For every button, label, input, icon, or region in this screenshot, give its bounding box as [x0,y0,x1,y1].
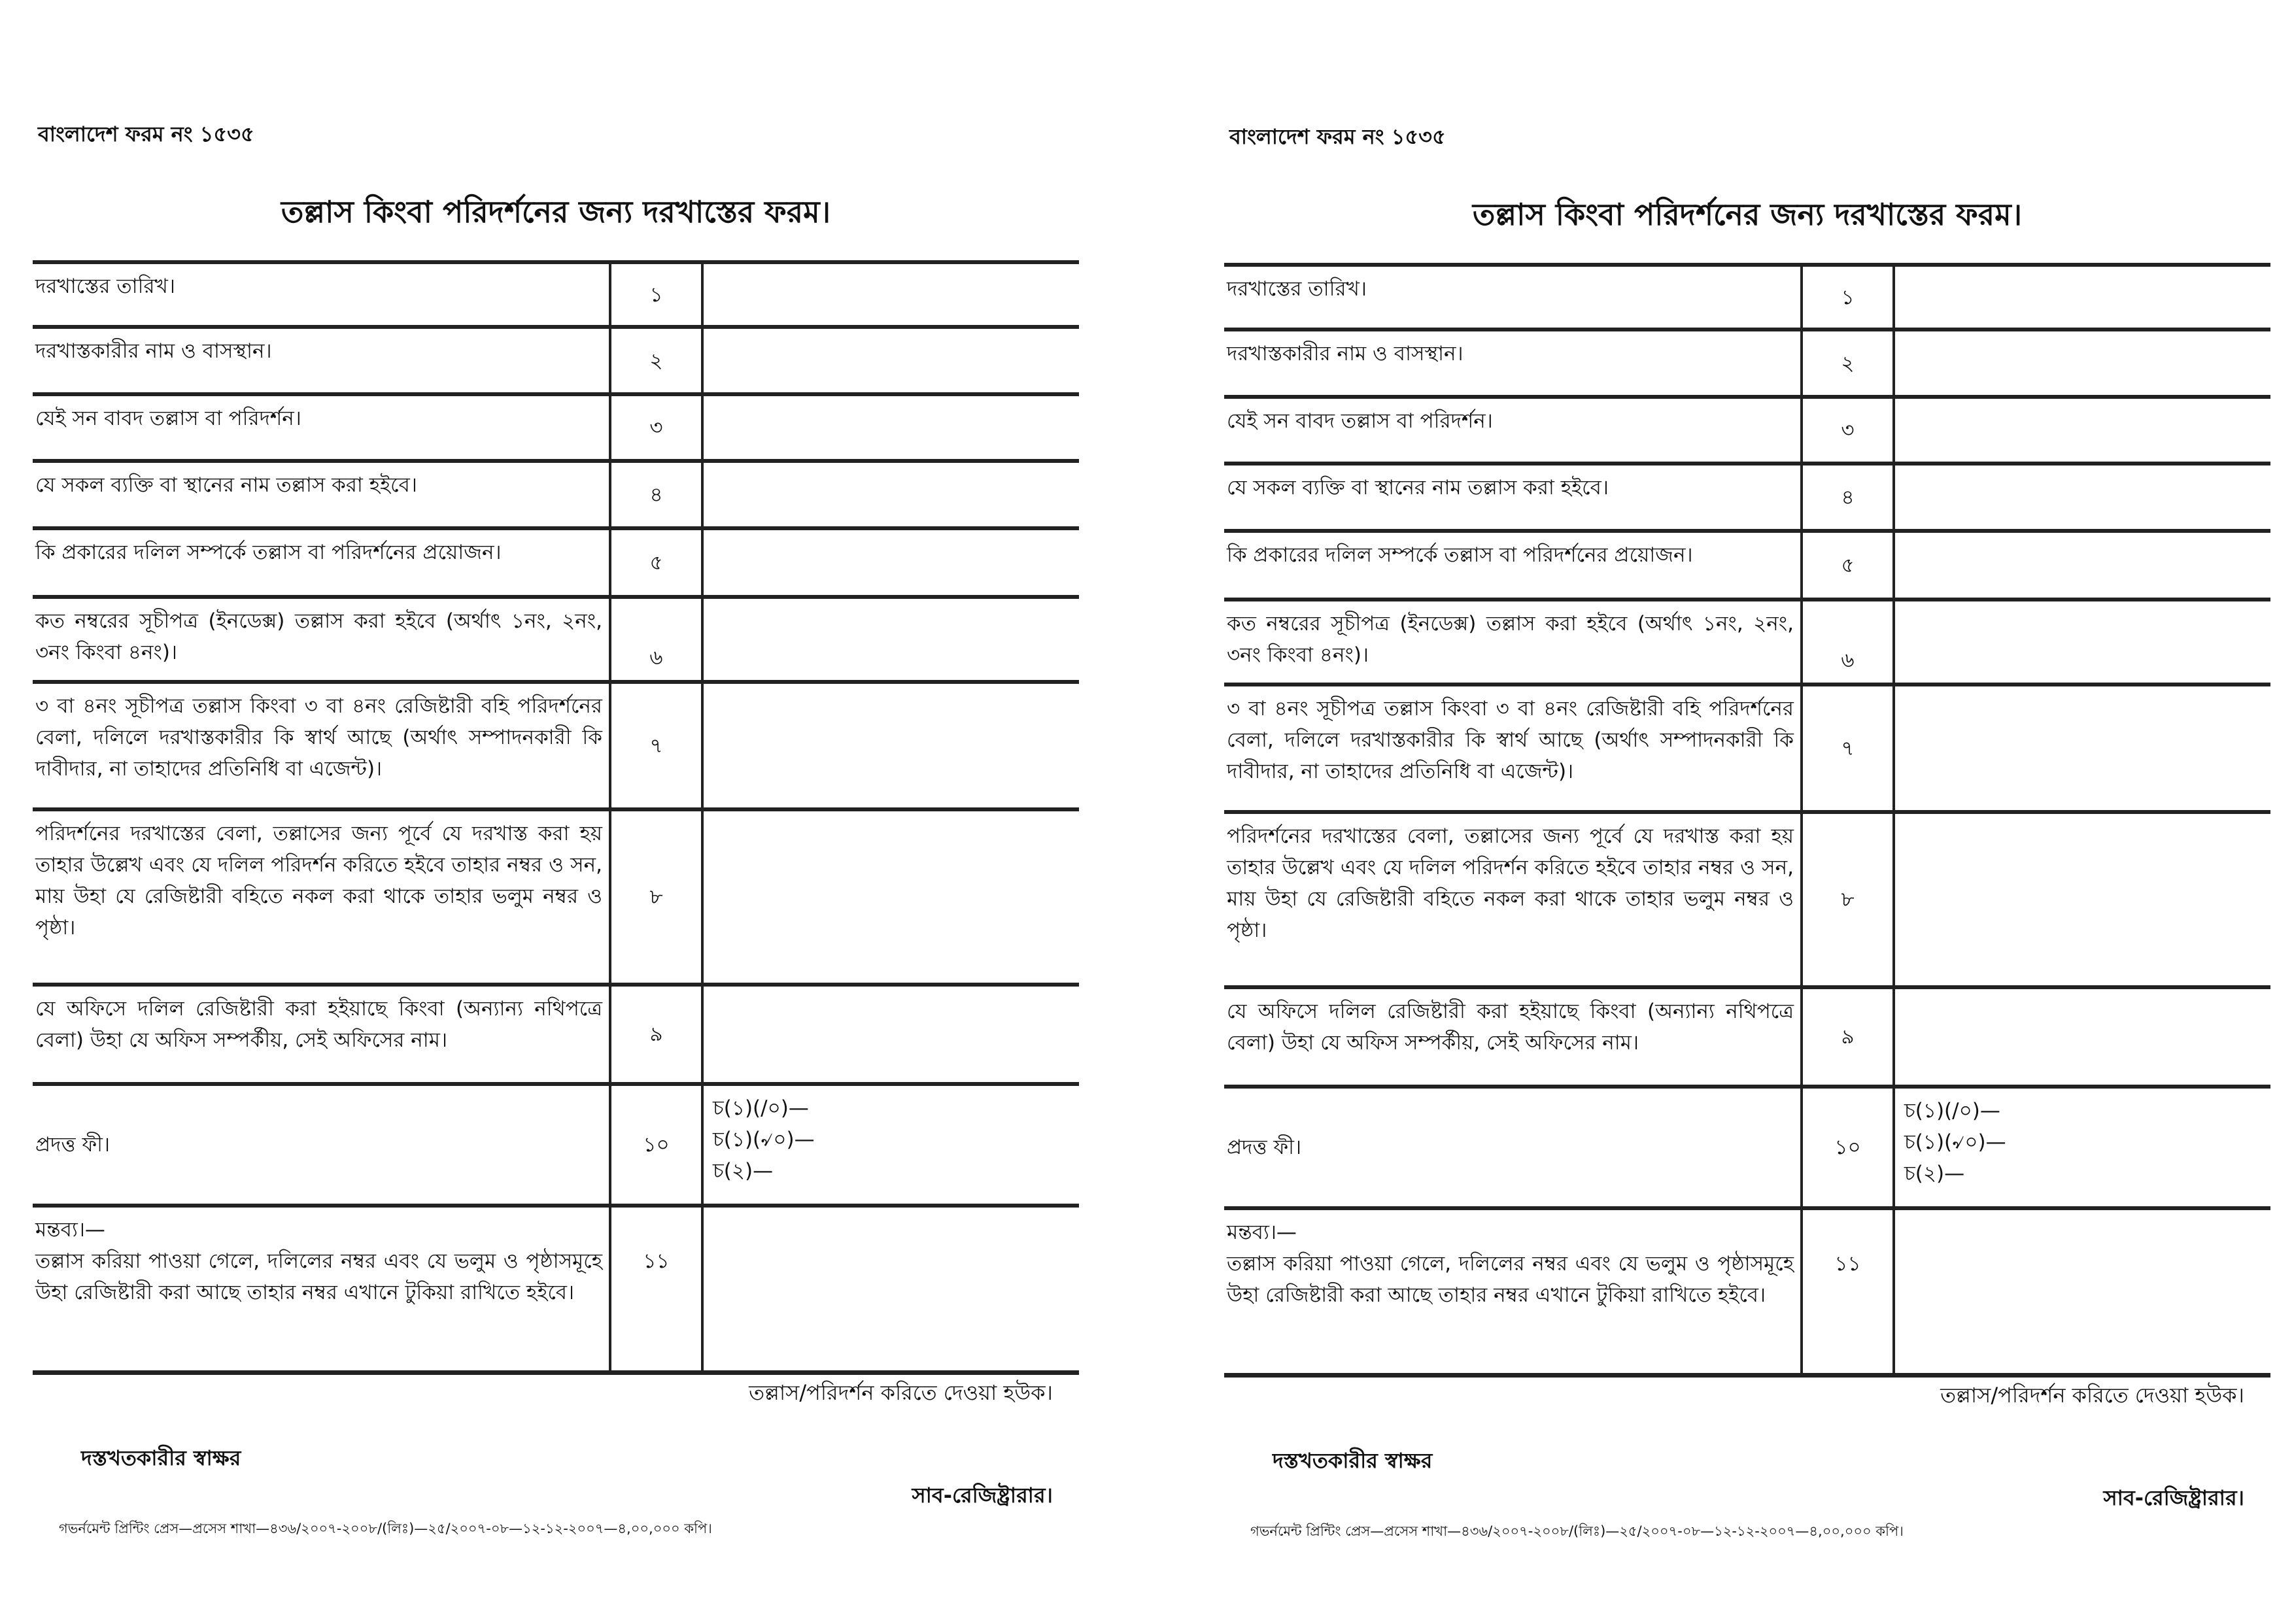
fee-line: চ(১)(৵০)— [713,1128,815,1151]
row-label-text: তল্লাস করিয়া পাওয়া গেলে, দলিলের নম্বর এবং যে ভলুম ও পৃষ্ঠাসমূহে উহা রেজিষ্টারী করা আছে তাহার নম্বর এখানে টুকিয়া রাখিতে হইবে। [1227,1252,1794,1307]
row-entry-field[interactable] [702,597,1079,682]
table-row [1224,265,2270,330]
row-label-text: দরখাস্তের তারিখ। [1227,277,1367,301]
row-number: ১ [610,262,702,327]
row-label-text: ৩ বা ৪নং সূচীপত্র তল্লাস কিংবা ৩ বা ৪নং রেজিষ্টারী বহি পরিদর্শনের বেলা, দলিলে দরখাস্তকারীর কি স্বার্থ আছে (অর্থাৎ সম্পাদনকারী কি দাবীদার, না তাহাদের প্রতিনিধি বা এজেন্ট)। [35,694,602,781]
row-label-text: যেই সন বাবদ তল্লাস বা পরিদর্শন। [1227,409,1493,433]
row-entry-field[interactable] [1894,531,2270,600]
row-label-text: দরখাস্তের তারিখ। [35,275,175,298]
row-label [33,394,610,461]
row-label [1224,464,1802,531]
printer-footer: গভর্নমেন্ট প্রিন্টিং প্রেস—প্রসেস শাখা—৪৩৬/২০০৭-২০০৮/(লিঃ)—২৫/২০০৭-০৮—১২-১২-২০০৭—৪,০০,০০০ কপি। [59,1521,712,1536]
row-entry-field[interactable] [702,528,1079,597]
table-row [1224,1208,2270,1375]
row-number: ৩ [1802,397,1894,464]
row-entry-field[interactable] [702,1206,1079,1372]
row-number: ৭ [1802,685,1894,812]
row-label [33,1084,610,1206]
row-entry-field[interactable] [1894,265,2270,330]
table-row [1224,397,2270,464]
table-row [1224,812,2270,987]
row-entry-field[interactable] [702,461,1079,528]
row-entry-field[interactable] [1894,812,2270,987]
row-entry-field[interactable] [702,985,1079,1084]
row-number: ২ [1802,330,1894,397]
table-row [33,809,1079,985]
row-label [1224,987,1802,1087]
remarks-heading: মন্তব্য।— [1227,1221,1297,1244]
row-label [1224,397,1802,464]
remarks-heading: মন্তব্য।— [35,1218,105,1242]
row-number: ২ [610,327,702,394]
fee-line: চ(২)— [713,1159,774,1183]
table-row [1224,531,2270,600]
row-entry-field[interactable] [1894,685,2270,812]
row-label [33,682,610,809]
row-entry-field[interactable] [702,809,1079,985]
row-label [1224,685,1802,812]
row-number: ১০ [610,1084,702,1206]
row-label [1224,531,1802,600]
row-label-text: যে অফিসে দলিল রেজিষ্টারী করা হইয়াছে কিংবা (অন্যান্য নথিপত্রে বেলা) উহা যে অফিস সম্পর্কীয়, সেই অফিসের নাম। [1227,1000,1794,1055]
table-row [1224,600,2270,685]
row-label [33,1206,610,1372]
row-label-text: তল্লাস করিয়া পাওয়া গেলে, দলিলের নম্বর এবং যে ভলুম ও পৃষ্ঠাসমূহে উহা রেজিষ্টারী করা আছে তাহার নম্বর এখানে টুকিয়া রাখিতে হইবে। [35,1249,602,1304]
form-title: তল্লাস কিংবা পরিদর্শনের জন্য দরখাস্তের ফরম। [281,194,831,229]
fee-line: চ(১)(৵০)— [1904,1130,2006,1154]
signer-signature-label: দস্তখতকারীর স্বাক্ষর [81,1446,241,1470]
row-number: ১১ [610,1206,702,1372]
row-number: ১১ [1802,1208,1894,1375]
fee-line: চ(১)(/০)— [1904,1099,2000,1123]
row-label [33,327,610,394]
row-label-text: প্রদত্ত ফী। [35,1133,111,1157]
table-row [1224,1087,2270,1208]
row-label-text: যে সকল ব্যক্তি বা স্থানের নাম তল্লাস করা হইবে। [35,473,417,497]
row-entry-field[interactable] [702,394,1079,461]
row-label [1224,265,1802,330]
row-label [1224,330,1802,397]
permission-text: তল্লাস/পরিদর্শন করিতে দেওয়া হউক। [749,1380,1053,1405]
table-row [33,1084,1079,1206]
row-label [33,985,610,1084]
table-row [33,528,1079,597]
row-label-text: কত নম্বরের সূচীপত্র (ইনডেক্স) তল্লাস করা হইবে (অর্থাৎ ১নং, ২নং, ৩নং কিংবা ৪নং)। [1227,612,1794,667]
table-row [33,985,1079,1084]
row-number: ৪ [610,461,702,528]
row-label-text: যে অফিসে দলিল রেজিষ্টারী করা হইয়াছে কিংবা (অন্যান্য নথিপত্রে বেলা) উহা যে অফিস সম্পর্কীয়, সেই অফিসের নাম। [35,997,602,1052]
row-label [33,528,610,597]
row-number: ৫ [1802,531,1894,600]
row-number: ৫ [610,528,702,597]
row-number: ৬ [610,597,702,682]
row-entry-field[interactable] [1894,1208,2270,1375]
row-number: ৯ [610,985,702,1084]
row-label [1224,1208,1802,1375]
permission-text: তল্লাস/পরিদর্শন করিতে দেওয়া হউক। [1940,1383,2244,1408]
row-entry-field[interactable] [1894,464,2270,531]
row-number: ১ [1802,265,1894,330]
row-label-text: কি প্রকারের দলিল সম্পর্কে তল্লাস বা পরিদর্শনের প্রয়োজন। [35,541,502,564]
row-number: ৮ [1802,812,1894,987]
row-entry-field[interactable] [702,1084,1079,1206]
signer-signature-label: দস্তখতকারীর স্বাক্ষর [1273,1448,1433,1473]
row-label [33,809,610,985]
row-label-text: কত নম্বরের সূচীপত্র (ইনডেক্স) তল্লাস করা হইবে (অর্থাৎ ১নং, ২নং, ৩নং কিংবা ৪নং)। [35,609,602,664]
row-entry-field[interactable] [702,262,1079,327]
table-row [1224,987,2270,1087]
row-label-text: ৩ বা ৪নং সূচীপত্র তল্লাস কিংবা ৩ বা ৪নং রেজিষ্টারী বহি পরিদর্শনের বেলা, দলিলে দরখাস্তকারীর কি স্বার্থ আছে (অর্থাৎ সম্পাদনকারী কি দাবীদার, না তাহাদের প্রতিনিধি বা এজেন্ট)। [1227,697,1794,783]
form-copy-left [33,0,1079,1621]
row-entry-field[interactable] [1894,330,2270,397]
application-table [33,260,1079,1375]
printer-footer: গভর্নমেন্ট প্রিন্টিং প্রেস—প্রসেস শাখা—৪৩৬/২০০৭-২০০৮/(লিঃ)—২৫/২০০৭-০৮—১২-১২-২০০৭—৪,০০,০০০ কপি। [1250,1523,1904,1539]
sub-registrar-label: সাব-রেজিষ্ট্রারার। [2103,1485,2244,1510]
row-number: ৮ [610,809,702,985]
row-number: ৬ [1802,600,1894,685]
application-table [1224,263,2270,1378]
row-label-text: দরখাস্তকারীর নাম ও বাসস্থান। [1227,342,1464,365]
fee-line: চ(১)(/০)— [713,1096,809,1120]
sub-registrar-label: সাব-রেজিষ্ট্রারার। [912,1483,1053,1508]
row-number: ৯ [1802,987,1894,1087]
row-number: ৪ [1802,464,1894,531]
table-row [33,327,1079,394]
row-label [33,461,610,528]
fee-line: চ(২)— [1904,1162,1965,1185]
table-row [1224,330,2270,397]
table-row [33,682,1079,809]
table-row [33,1206,1079,1372]
row-entry-field[interactable] [702,327,1079,394]
table-row [33,262,1079,327]
row-number: ৭ [610,682,702,809]
row-label-text: দরখাস্তকারীর নাম ও বাসস্থান। [35,339,272,363]
row-entry-field[interactable] [1894,600,2270,685]
row-entry-field[interactable] [702,682,1079,809]
form-number: বাংলাদেশ ফরম নং ১৫৩৫ [38,122,254,146]
form-number: বাংলাদেশ ফরম নং ১৫৩৫ [1229,124,1446,149]
table-row [33,394,1079,461]
table-row [33,597,1079,682]
row-label-text: পরিদর্শনের দরখাস্তের বেলা, তল্লাসের জন্য পূর্বে যে দরখাস্ত করা হয় তাহার উল্লেখ এবং যে দলিল পরিদর্শন করিতে হইবে তাহার নম্বর ও সন, মায় উহা যে রেজিষ্টারী বহিতে নকল করা থাকে তাহার ভলুম নম্বর ও পৃষ্ঠা। [1227,824,1794,942]
row-label-text: প্রদত্ত ফী। [1227,1136,1302,1159]
row-label [33,262,610,327]
row-label-text: যেই সন বাবদ তল্লাস বা পরিদর্শন। [35,407,301,430]
row-label-text: যে সকল ব্যক্তি বা স্থানের নাম তল্লাস করা হইবে। [1227,476,1609,499]
row-label-text: পরিদর্শনের দরখাস্তের বেলা, তল্লাসের জন্য পূর্বে যে দরখাস্ত করা হয় তাহার উল্লেখ এবং যে দলিল পরিদর্শন করিতে হইবে তাহার নম্বর ও সন, মায় উহা যে রেজিষ্টারী বহিতে নকল করা থাকে তাহার ভলুম নম্বর ও পৃষ্ঠা। [35,822,602,939]
table-row [1224,685,2270,812]
table-row [33,461,1079,528]
form-copy-right [1224,3,2270,1624]
row-number: ১০ [1802,1087,1894,1208]
row-entry-field[interactable] [1894,987,2270,1087]
row-label [33,597,610,682]
row-label [1224,600,1802,685]
table-row [1224,464,2270,531]
row-label [1224,812,1802,987]
form-title: তল্লাস কিংবা পরিদর্শনের জন্য দরখাস্তের ফরম। [1472,197,2023,232]
row-label-text: কি প্রকারের দলিল সম্পর্কে তল্লাস বা পরিদর্শনের প্রয়োজন। [1227,543,1693,567]
row-number: ৩ [610,394,702,461]
row-entry-field[interactable] [1894,397,2270,464]
row-entry-field[interactable] [1894,1087,2270,1208]
row-label [1224,1087,1802,1208]
